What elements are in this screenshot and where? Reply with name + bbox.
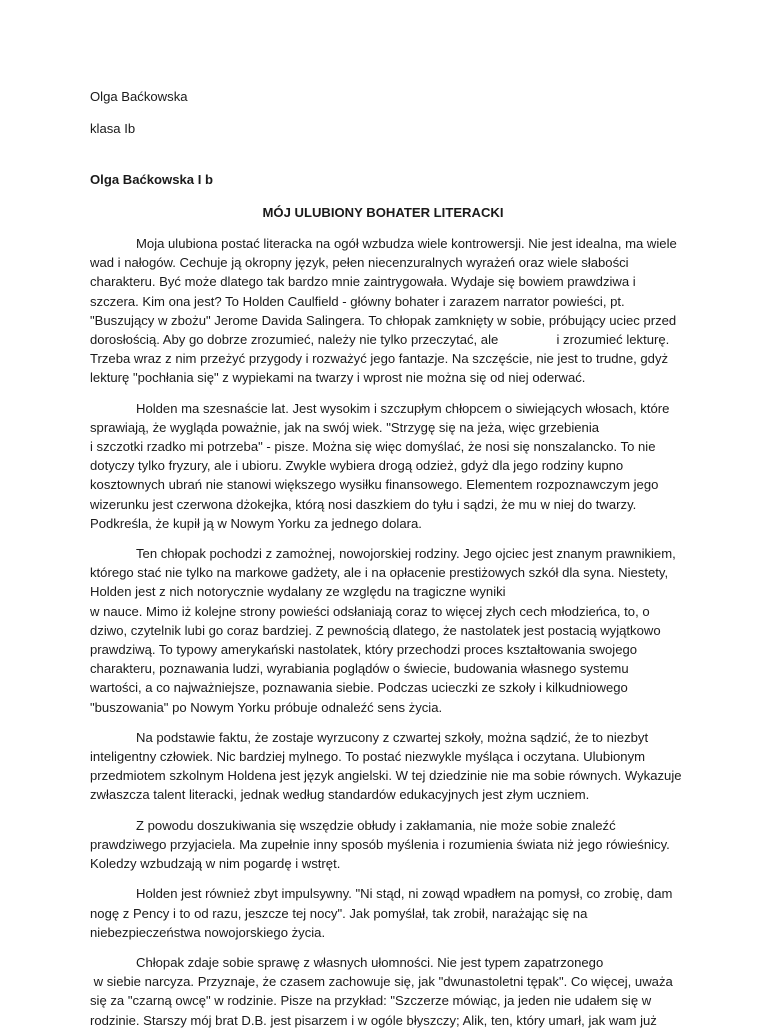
text-line: inteligentny człowiek. Nic bardziej mylnego. To postać niezwykle myśląca i oczytana. Ulubionym	[90, 749, 646, 765]
text-line: lekturę "pochłania się" z wypiekami na twarzy i wprost nie można się od niej oderwać.	[90, 370, 586, 386]
text-line: Z powodu doszukiwania się wszędzie obłudy i zakłamania, nie może sobie znaleźć	[136, 817, 616, 833]
text-line: Moja ulubiona postać literacka na ogół wzbudza wiele kontrowersji. Nie jest idealna, ma wiele	[136, 236, 677, 251]
text-line: kosztownych ubrań nie stanowi większego wysiłku finansowego. Elementem rozpoznawczym jego	[90, 477, 659, 493]
text-line: Chłopak zdaje sobie sprawę z własnych ułomności. Nie jest typem zapatrzonego	[136, 954, 604, 970]
paragraph-1	[90, 234, 682, 388]
text-line: wad i nałogów. Cechuje ją okropny język, pełen niecenzuralnych wyrażeń oraz wiele słabości	[90, 255, 629, 271]
paragraph-6	[90, 884, 682, 942]
text-line: wartości, a co najważniejsze, poznawania siebie. Podczas ucieczki ze szkoły i kilkudniowego	[90, 680, 628, 696]
text-line: się za "czarną owcę" w rodzinie. Pisze na przykład: "Szczerze mówiąc, ja jeden nie udałem się w	[90, 993, 652, 1009]
text-line: Ten chłopak pochodzi z zamożnej, nowojorskiej rodziny. Jego ojciec jest znanym prawnikiem,	[136, 546, 676, 562]
text-line: rodzinie. Starszy mój brat D.B. jest pisarzem i w ogóle błyszczy; Alik, ten, który umarł, jak wam już	[90, 1012, 657, 1028]
text-line: przedmiotem szkolnym Holdena jest język angielski. W tej dziedzinie nie ma sobie równych. Wykazuje	[90, 768, 682, 784]
essay-title: MÓJ ULUBIONY BOHATER LITERACKI	[262, 205, 504, 220]
class-label: klasa Ib	[90, 121, 136, 136]
paragraph-3	[90, 544, 682, 717]
text-line: Holden jest również zbyt impulsywny. "Ni stąd, ni zowąd wpadłem na pomysł, co zrobię, dam	[136, 886, 673, 902]
text-line: Na podstawie faktu, że zostaje wyrzucony z czwartej szkoły, można sądzić, że to niezbyt	[136, 729, 649, 745]
text-line: i szczotki rzadko mi potrzeba" - pisze. Można się więc domyślać, że nosi się nonszalancko. To nie	[90, 439, 656, 455]
bold-author-heading: Olga Baćkowska I b	[90, 172, 213, 187]
text-line: w nauce. Mimo iż kolejne strony powieści odsłaniają coraz to więcej złych cech młodzieńca, to, o	[90, 603, 650, 619]
text-line: dorosłością. Aby go dobrze zrozumieć, należy nie tylko przeczytać, ale i zrozumieć lekturę.	[90, 332, 670, 348]
text-line: prawdziwego przyjaciela. Ma zupełnie inny sposób myślenia i rozumienia świata niż jego rówieśnicy.	[90, 836, 670, 852]
text-line: Trzeba wraz z nim przeżyć przygody i rozważyć jego fantazje. Na szczęście, nie jest to trudne, gdyż	[90, 351, 669, 367]
author-name: Olga Baćkowska	[90, 89, 188, 104]
text-line: Podkreśla, że kupił ją w Nowym Yorku za jednego dolara.	[90, 515, 422, 531]
text-line: którego stać nie tylko na markowe gadżety, ale i na opłacenie prestiżowych szkół dla syna. Niestety,	[90, 565, 669, 581]
text-line: dziwo, czytelnik lubi go coraz bardziej. Z pewnością dlatego, że nastolatek jest postacią wyjątkowo	[90, 622, 661, 638]
text-line: Holden ma szesnaście lat. Jest wysokim i szczupłym chłopcem o siwiejących włosach, które	[136, 400, 670, 416]
text-line: charakteru. Być może dlatego tak bardzo mnie zaintrygowała. Wydaje się bowiem prawdziwa i	[90, 274, 636, 290]
text-line: niebezpieczeństwa nowojorskiego życia.	[90, 924, 326, 940]
paragraph-2	[90, 399, 682, 533]
paragraph-4	[90, 728, 682, 805]
text-line: Holden jest z nich notorycznie wydalany ze względu na tragiczne wyniki	[90, 584, 506, 600]
text-line: szczera. Kim ona jest? To Holden Caulfield - główny bohater i zarazem narrator powieści, pt.	[90, 293, 625, 309]
text-line: zwłaszcza talent literacki, jednak według standardów edukacyjnych jest złym uczniem.	[90, 787, 590, 803]
paragraph-5	[90, 816, 682, 874]
text-line: "buszowania" po Nowym Yorku próbuje odnaleźć sens życia.	[90, 699, 443, 715]
text-line: dotyczy tylko fryzury, ale i ubioru. Zwykle wybiera drogą odzież, gdyż dla jego rodziny kupno	[90, 458, 624, 474]
text-line: prawdziwą. To typowy amerykański nastolatek, który przechodzi proces kształtowania swojego	[90, 642, 638, 658]
text-line: "Buszujący w zbożu" Jerome Davida Salingera. To chłopak zamknięty w sobie, próbujący uciec przed	[90, 312, 677, 328]
text-line: wizerunku jest czerwona dżokejka, którą nosi daszkiem do tyłu i sądzi, że mu w niej do twarzy.	[90, 496, 637, 512]
paragraph-7	[90, 953, 682, 1030]
text-line: sprawiają, że wygląda poważnie, jak na swój wiek. "Strzygę się na jeża, więc grzebienia	[90, 419, 600, 435]
text-line: w siebie narcyza. Przyznaje, że czasem zachowuje się, jak "dwunastoletni tępak". Co więcej, uważa	[90, 974, 673, 990]
text-line: nogę z Pency i to od razu, jeszcze tej nocy". Jak pomyślał, tak zrobił, narażając się na	[90, 905, 588, 921]
text-line: Koledzy wzbudzają w nim pogardę i wstręt.	[90, 856, 341, 872]
text-line: charakteru, poznawania ludzi, wyrabiania poglądów o świecie, budowania własnego systemu	[90, 661, 629, 677]
